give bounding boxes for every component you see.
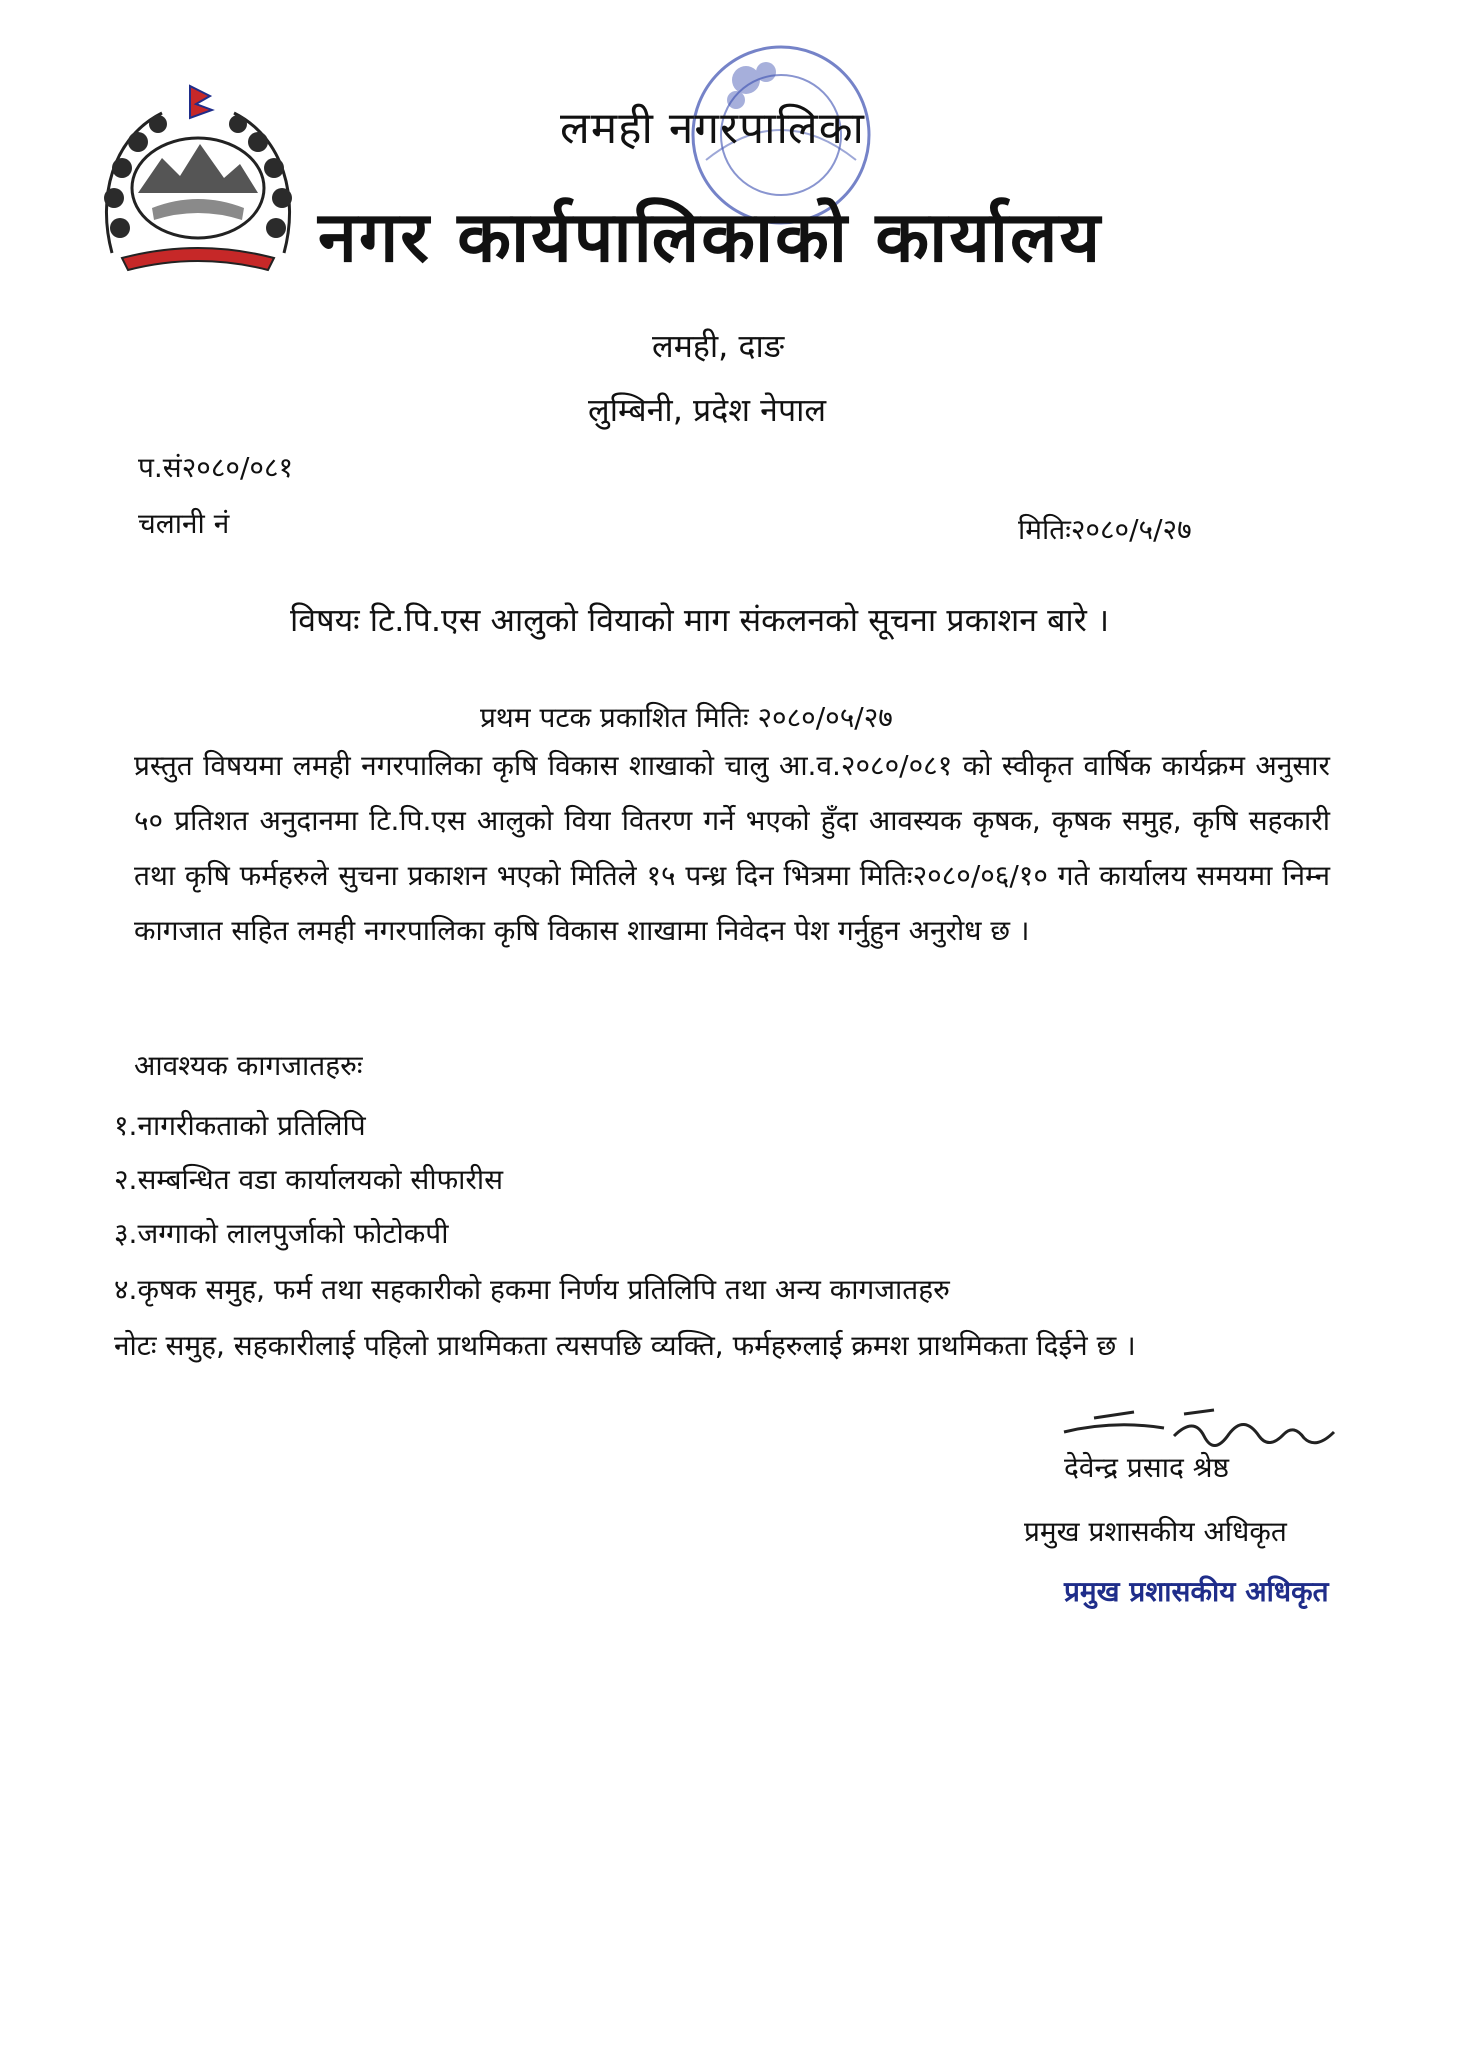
priority-note: नोटः समुह, सहकारीलाई पहिलो प्राथमिकता त्यसपछि व्यक्ति, फर्महरुलाई क्रमश प्राथमिकता दिईने छ । [114, 1329, 1136, 1362]
office-name: नगर कार्यपालिकाको कार्यालय [318, 196, 1103, 278]
signatory-stamp: प्रमुख प्रशासकीय अधिकृत [1064, 1575, 1329, 1608]
municipality-name: लमही नगरपालिका [560, 103, 865, 154]
signatory-title: प्रमुख प्रशासकीय अधिकृत [1024, 1515, 1287, 1548]
signatory-name: देवेन्द्र प्रसाद श्रेष्ठ [1064, 1451, 1230, 1484]
document-item: १.नागरीकताको प्रतिलिपि [114, 1109, 366, 1142]
subject-line: विषयः टि.पि.एस आलुको वियाको माग संकलनको सूचना प्रकाशन बारे । [290, 601, 1110, 639]
documents-heading: आवश्यक कागजातहरुः [134, 1049, 363, 1082]
document-item: २.सम्बन्धित वडा कार्यालयको सीफारीस [114, 1163, 504, 1196]
document-item: ४.कृषक समुह, फर्म तथा सहकारीको हकमा निर्णय प्रतिलिपि तथा अन्य कागजातहरु [114, 1273, 950, 1306]
reference-number: प.सं२०८०/०८१ [138, 451, 294, 484]
nepal-emblem-icon [92, 78, 304, 278]
document-item: ३.जग्गाको लालपुर्जाको फोटोकपी [114, 1217, 449, 1250]
letter-date: मितिः२०८०/५/२७ [1018, 513, 1192, 546]
published-date: प्रथम पटक प्रकाशित मितिः २०८०/०५/२७ [480, 701, 893, 734]
address-line2: लुम्बिनी, प्रदेश नेपाल [588, 391, 827, 429]
notice-body: प्रस्तुत विषयमा लमही नगरपालिका कृषि विकास शाखाको चालु आ.व.२०८०/०८१ को स्वीकृत वार्षिक कार्यक्रम अनुसार ५० प्रतिशत अनुदानमा टि.पि.एस आलुको विया वितरण गर्ने भएको हुँदा आवस्यक कृषक, कृषक समुह, कृषि सहकारी तथा कृषि फर्महरुले सुचना प्रकाशन भएको मितिले १५ पन्ध्र दिन भित्रमा मितिः२०८०/०६/१० गते कार्यालय समयमा निम्न कागजात सहित लमही नगरपालिका कृषि विकास शाखामा निवेदन पेश गर्नुहुन अनुरोध छ । [134, 749, 1330, 947]
address-line1: लमही, दाङ [652, 327, 785, 365]
dispatch-number: चलानी नं [138, 507, 230, 540]
